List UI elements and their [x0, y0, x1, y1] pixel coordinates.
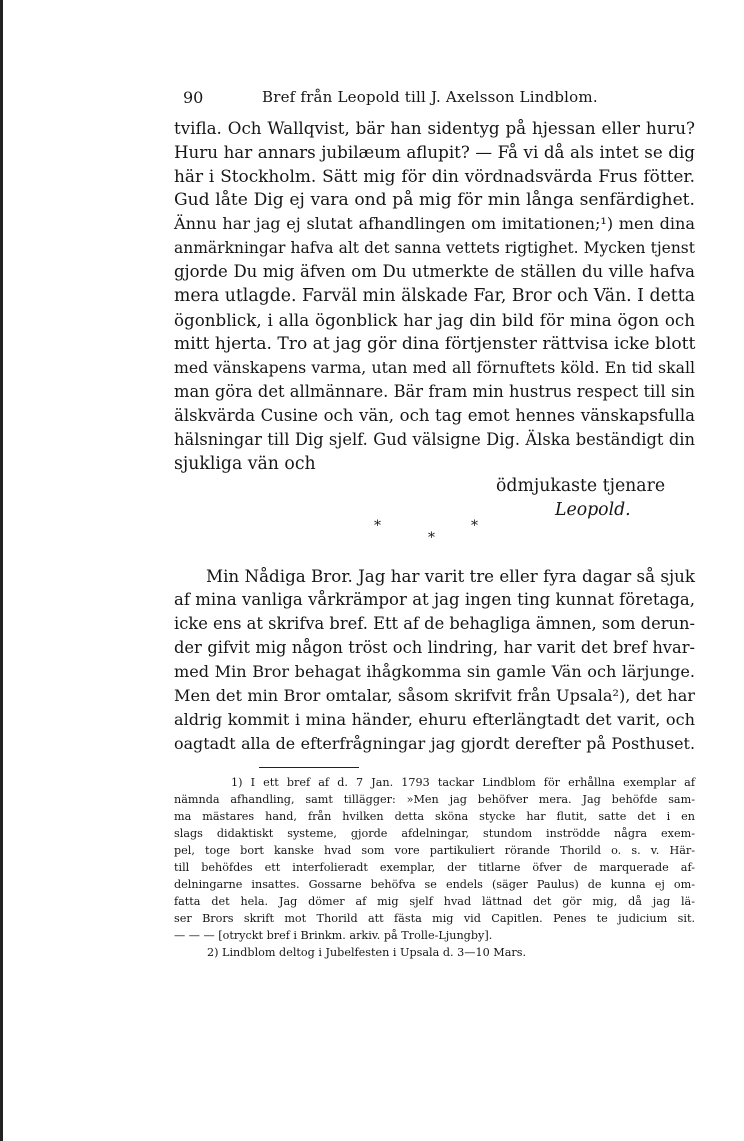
- letter-1-line: mitt hjerta. Tro at jag gör dina förtjenster rättvisa icke blott: [174, 334, 696, 354]
- letter-2-line: af mina vanliga vårkrämpor at jag ingen ting kunnat företaga,: [174, 590, 695, 609]
- letter-1-line: med vänskapens varma, utan med all förnuftets köld. En tid skall: [174, 358, 695, 377]
- letter-1-line: Huru har annars jubilæum aflupit? — Få vi då als intet se dig: [174, 142, 695, 162]
- footnote-1-line: ser Brors skrift mot Thorild att fästa mig vid Capitlen. Penes te judicium sit.: [174, 912, 695, 925]
- page-edge-line: [0, 0, 3, 1141]
- footnote-rule: [259, 767, 359, 768]
- letter-1-line: anmärkningar hafva alt det sanna vettets rigtighet. Mycken tjenst: [174, 239, 695, 257]
- letter-1-line: Gud låte Dig ej vara ond på mig för min långa senfärdighet.: [174, 190, 695, 210]
- footnote-1-line: ma mästares hand, från hvilken detta sköna stycke har flutit, satte det i en: [174, 810, 695, 823]
- letter-2-line: med Min Bror behagat ihågkomma sin gamle Vän och lärjunge.: [174, 662, 695, 681]
- footnote-1-end: — — — [otryckt bref i Brinkm. arkiv. på Trolle-Ljungby].: [174, 929, 493, 942]
- letter-1-closing: ödmjukaste tjenare: [496, 476, 666, 496]
- footnote-1-line: delningarne insattes. Gossarne behöfva se endels (säger Paulus) de kunna ej om-: [174, 878, 695, 891]
- letter-2-line: oagtadt alla de efterfrågningar jag gjordt derefter på Posthuset.: [174, 734, 695, 753]
- letter-1-line: älskvärda Cusine och vän, och tag emot hennes vänskapsfulla: [174, 406, 695, 425]
- letter-1-line: man göra det allmännare. Bär fram min hustrus respect till sin: [174, 382, 695, 401]
- letter-1-signature: Leopold.: [555, 500, 631, 520]
- footnote-1-line: slags didaktiskt systeme, gjorde afdelningar, stundom inströdde några exem-: [174, 827, 695, 840]
- letter-2-line: Men det min Bror omtalar, såsom skrifvit från Upsala²), det har: [174, 686, 695, 705]
- letter-1-line: gjorde Du mig äfven om Du utmerkte de ställen du ville hafva: [174, 262, 695, 281]
- letter-1-line: tvifla. Och Wallqvist, bär han sidentyg på hjessan eller huru?: [174, 118, 695, 138]
- letter-2-line: der gifvit mig någon tröst och lindring, har varit det bref hvar-: [174, 638, 695, 657]
- running-title: Bref från Leopold till J. Axelsson Lindblom.: [262, 88, 598, 106]
- footnote-1-line: till behöfdes ett interfolieradt exemplar, der titlarne öfver de marquerade af-: [174, 861, 695, 874]
- separator-star: *: [428, 530, 435, 546]
- letter-1-line: Ännu har jag ej slutat afhandlingen om imitationen;¹) men dina: [174, 214, 695, 233]
- letter-1-last-line: sjukliga vän och: [174, 454, 316, 474]
- footnote-1-line: fatta det hela. Jag dömer af mig sjelf hvad lättnad det gör mig, då jag lä-: [174, 895, 695, 908]
- footnote-1-line: pel, toge bort kanske hvad som vore partikuliert rörande Thorild o. s. v. Här-: [174, 844, 695, 857]
- separator-star: *: [374, 518, 381, 534]
- letter-2-line: Min Nådiga Bror. Jag har varit tre eller fyra dagar så sjuk: [206, 566, 695, 586]
- footnote-2: 2) Lindblom deltog i Jubelfesten i Upsala d. 3—10 Mars.: [207, 946, 527, 959]
- letter-1-line: ögonblick, i alla ögonblick har jag din bild för mina ögon och: [174, 310, 695, 330]
- footnote-1-line: nämnda afhandling, samt tillägger: »Men jag behöfver mera. Jag behöfde sam-: [174, 793, 695, 806]
- letter-1-line: här i Stockholm. Sätt mig för din vördnadsvärda Frus fötter.: [174, 166, 695, 186]
- letter-1-line: hälsningar till Dig sjelf. Gud välsigne Dig. Älska beständigt din: [174, 430, 695, 449]
- separator-star: *: [471, 518, 478, 534]
- letter-2-line: icke ens at skrifva bref. Ett af de behagliga ämnen, som derun-: [174, 614, 695, 633]
- letter-1-line: mera utlagde. Farväl min älskade Far, Bror och Vän. I detta: [174, 286, 695, 306]
- page-number: 90: [183, 88, 204, 107]
- letter-2-line: aldrig kommit i mina händer, ehuru efterlängtadt det varit, och: [174, 710, 695, 729]
- page-header: [0, 88, 744, 110]
- footnote-1-line: 1) I ett bref af d. 7 Jan. 1793 tackar Lindblom för erhållna exemplar af: [231, 776, 695, 789]
